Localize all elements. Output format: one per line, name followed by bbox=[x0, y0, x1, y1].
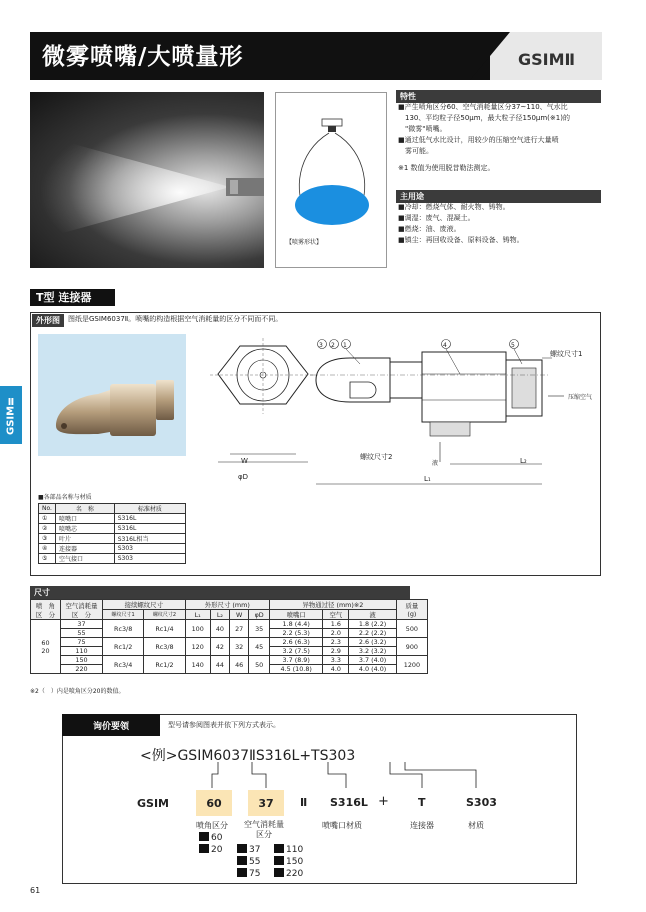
table-cell: 3.3 bbox=[323, 656, 349, 665]
page-title: 微雾喷嘴/大喷量形 bbox=[42, 44, 244, 70]
table-cell: 1.8 (2.2) bbox=[349, 620, 396, 629]
col-mass: 质量 (g) bbox=[396, 600, 427, 620]
use-line: ■冷却：燃烧气体、耐火物、铸物。 bbox=[398, 203, 510, 211]
inquiry-tag: 询价要领 bbox=[62, 714, 160, 736]
connector-type: T bbox=[418, 796, 426, 809]
square-icon bbox=[274, 844, 284, 853]
technical-drawing bbox=[200, 334, 598, 486]
table-cell: 2.3 bbox=[323, 638, 349, 647]
table-cell: 3.7 (4.0) bbox=[349, 656, 396, 665]
dim-L2: L₂ bbox=[520, 457, 527, 465]
table-cell: 2.2 (2.2) bbox=[349, 629, 396, 638]
table-row bbox=[39, 554, 186, 564]
drawing-label: 1 bbox=[343, 342, 347, 349]
col-W: W bbox=[230, 610, 249, 620]
angle-options bbox=[199, 832, 222, 856]
table-cell: 140 bbox=[185, 656, 210, 674]
drawing-label: 3 bbox=[319, 342, 323, 349]
table-cell: 220 bbox=[61, 665, 103, 674]
dimensions-table bbox=[30, 599, 428, 674]
col-air: 空气消耗量 区 分 bbox=[61, 600, 103, 620]
table-cell: 150 bbox=[61, 656, 103, 665]
col-airc: 空气 bbox=[323, 610, 349, 620]
table-row bbox=[31, 638, 428, 647]
table-cell: 2.6 (6.3) bbox=[270, 638, 323, 647]
table-row bbox=[39, 514, 186, 524]
table-cell: 75 bbox=[61, 638, 103, 647]
table-header: 标准材质 bbox=[114, 504, 185, 514]
option-item bbox=[237, 844, 260, 856]
liquid-label: 液 bbox=[432, 460, 439, 467]
col-thread1: 螺纹尺寸1 bbox=[103, 610, 144, 620]
table-cell: Rc1/4 bbox=[144, 620, 185, 638]
table-cell: 3.7 (8.9) bbox=[270, 656, 323, 665]
square-icon bbox=[274, 868, 284, 877]
table-cell: 空气接口 bbox=[55, 554, 114, 564]
dimensions-tag: 尺寸 bbox=[30, 586, 410, 599]
dim-W: W bbox=[241, 457, 248, 465]
table-cell: 42 bbox=[210, 638, 229, 656]
uses-list bbox=[398, 202, 604, 246]
lbl-material: 材质 bbox=[468, 821, 484, 830]
table-cell: 37 bbox=[61, 620, 103, 629]
uses-heading: 主用途 bbox=[396, 190, 601, 203]
table-cell: 2.6 (3.2) bbox=[349, 638, 396, 647]
col-L1: L₁ bbox=[185, 610, 210, 620]
option-item bbox=[237, 856, 260, 868]
col-D: φD bbox=[249, 610, 270, 620]
features-list bbox=[398, 102, 604, 174]
use-line: ■燃烧：油、废液。 bbox=[398, 225, 461, 233]
col-orifice: 喷嘴口 bbox=[270, 610, 323, 620]
option-label: 60 bbox=[211, 833, 223, 843]
drawing-label: 4 bbox=[443, 342, 447, 349]
option-label: 150 bbox=[286, 857, 304, 867]
table-cell: 喷嘴芯 bbox=[55, 524, 114, 534]
table-cell: 44 bbox=[210, 656, 229, 674]
air-box: 37 bbox=[248, 790, 284, 816]
option-label: 55 bbox=[249, 857, 261, 867]
feature-line: "微雾"喷嘴。 bbox=[405, 125, 447, 133]
code-prefix: GSIM bbox=[137, 797, 169, 810]
lbl-orifice: 喷嘴口材质 bbox=[322, 821, 362, 830]
square-icon bbox=[237, 844, 247, 853]
lbl-connector: 连接器 bbox=[410, 821, 434, 830]
table-cell: Rc1/2 bbox=[144, 656, 185, 674]
dim-D: φD bbox=[238, 473, 249, 481]
col-outer: 外形尺寸 (mm) bbox=[185, 600, 269, 610]
connector-material: S303 bbox=[466, 796, 497, 809]
table-cell: 27 bbox=[230, 620, 249, 638]
option-label: 75 bbox=[249, 869, 261, 879]
table-cell: 900 bbox=[396, 638, 427, 656]
square-icon bbox=[274, 856, 284, 865]
square-icon bbox=[199, 832, 209, 841]
table-cell: Rc3/8 bbox=[144, 638, 185, 656]
table-cell: 3.2 (3.2) bbox=[349, 647, 396, 656]
table-cell: 2.0 bbox=[323, 629, 349, 638]
table-cell: Rc1/2 bbox=[103, 638, 144, 656]
drawing-label: 5 bbox=[511, 342, 515, 349]
side-tab: GSIMⅡ bbox=[0, 386, 22, 444]
section-title: T型 连接器 bbox=[30, 289, 115, 306]
table-cell: 1200 bbox=[396, 656, 427, 674]
col-angle: 喷 角 区 分 bbox=[31, 600, 61, 620]
table-cell: S303 bbox=[114, 554, 185, 564]
feature-line: 雾可能。 bbox=[405, 147, 433, 155]
feature-line: 130、平均粒子径50µm，最大粒子径150µm(※1)的 bbox=[405, 114, 570, 122]
table-cell: 1.8 (4.4) bbox=[270, 620, 323, 629]
table-cell: 4.5 (10.8) bbox=[270, 665, 323, 674]
square-icon bbox=[237, 868, 247, 877]
dimensions-note: ※2（ ）内是喷角区分20的数值。 bbox=[30, 688, 125, 695]
square-icon bbox=[237, 856, 247, 865]
air-label: 压缩空气 bbox=[568, 394, 593, 401]
orifice-material: S316L bbox=[330, 796, 368, 809]
angle-box: 60 bbox=[196, 790, 232, 816]
use-line: ■调湿：废气、混凝土。 bbox=[398, 214, 475, 222]
table-header: No. bbox=[39, 504, 56, 514]
air-options-b bbox=[274, 844, 303, 880]
feature-line: ■产生喷角区分60、空气消耗量区分37~110、气水比 bbox=[398, 103, 568, 111]
table-cell: 喷嘴口 bbox=[55, 514, 114, 524]
header-angle bbox=[470, 32, 510, 80]
table-cell: ① bbox=[39, 514, 56, 524]
air-options-a bbox=[237, 844, 260, 880]
dim-L1: L₁ bbox=[424, 475, 431, 483]
option-item bbox=[199, 832, 222, 844]
use-line: ■镇尘：再回收设备、原料设备、铸物。 bbox=[398, 236, 524, 244]
table-row bbox=[31, 620, 428, 629]
thread2-label: 螺纹尺寸2 bbox=[360, 453, 393, 461]
table-cell: 46 bbox=[230, 656, 249, 674]
table-cell: S303 bbox=[114, 544, 185, 554]
inquiry-connectors bbox=[200, 760, 500, 790]
feature-note: ※1 数值为使用脱昔勒法测定。 bbox=[398, 164, 495, 172]
table-cell: 120 bbox=[185, 638, 210, 656]
table-cell: ② bbox=[39, 524, 56, 534]
option-label: 37 bbox=[249, 845, 261, 855]
inquiry-example: <例>GSIM6037ⅡS316L+TS303 bbox=[140, 748, 356, 764]
drawing-label: 2 bbox=[331, 342, 335, 349]
table-cell: 32 bbox=[230, 638, 249, 656]
table-header: 名 称 bbox=[55, 504, 114, 514]
outline-tag: 外形图 bbox=[32, 314, 64, 327]
lbl-angle: 喷角区分 bbox=[196, 821, 228, 830]
table-cell: 500 bbox=[396, 620, 427, 638]
table-cell: 连接器 bbox=[55, 544, 114, 554]
features-heading: 特性 bbox=[396, 90, 601, 103]
table-cell: 55 bbox=[61, 629, 103, 638]
product-code: GSIMⅡ bbox=[518, 50, 576, 69]
feature-line: ■通过低气水比设计，用较少的压缩空气进行大量喷 bbox=[398, 136, 559, 144]
col-thread: 接续螺纹尺寸 bbox=[103, 600, 186, 610]
table-cell: Rc3/4 bbox=[103, 656, 144, 674]
table-cell: ③ bbox=[39, 534, 56, 544]
option-item bbox=[237, 868, 260, 880]
nozzle-photo bbox=[38, 334, 186, 456]
option-label: 220 bbox=[286, 869, 304, 879]
spray-pattern-diagram bbox=[275, 92, 387, 268]
table-row bbox=[39, 534, 186, 544]
table-row bbox=[31, 600, 428, 610]
table-cell: S316L相当 bbox=[114, 534, 185, 544]
spray-photo bbox=[30, 92, 264, 268]
table-cell: S316L bbox=[114, 524, 185, 534]
square-icon bbox=[199, 844, 209, 853]
option-item bbox=[274, 868, 303, 880]
table-cell: 110 bbox=[61, 647, 103, 656]
outline-text: 图纸是GSIM6037Ⅱ。喷嘴的构造根据空气消耗量的区分不同而不同。 bbox=[68, 315, 283, 323]
option-label: 110 bbox=[286, 845, 304, 855]
table-row bbox=[39, 544, 186, 554]
col-liquid: 液 bbox=[349, 610, 396, 620]
option-label: 20 bbox=[211, 845, 223, 855]
table-cell: 3.2 (7.5) bbox=[270, 647, 323, 656]
inquiry-desc: 型号请参阅图表并依下列方式表示。 bbox=[168, 721, 280, 729]
table-cell: 叶片 bbox=[55, 534, 114, 544]
table-cell: Rc3/8 bbox=[103, 620, 144, 638]
table-cell: ④ bbox=[39, 544, 56, 554]
table-row bbox=[39, 524, 186, 534]
table-cell: 1.6 bbox=[323, 620, 349, 629]
table-cell: 2.9 bbox=[323, 647, 349, 656]
roman-numeral: Ⅱ bbox=[300, 796, 308, 809]
col-thread2: 螺纹尺寸2 bbox=[144, 610, 185, 620]
table-cell: 4.0 (4.0) bbox=[349, 665, 396, 674]
table-cell: S316L bbox=[114, 514, 185, 524]
angle-cell: 60 20 bbox=[31, 620, 61, 674]
table-cell: 4.0 bbox=[323, 665, 349, 674]
table-row bbox=[31, 656, 428, 665]
table-cell: ⑤ bbox=[39, 554, 56, 564]
table-cell: 35 bbox=[249, 620, 270, 638]
table-cell: 2.2 (5.3) bbox=[270, 629, 323, 638]
thread1-label: 螺纹尺寸1 bbox=[550, 350, 583, 358]
nozzle-illustration bbox=[38, 334, 186, 456]
parts-title: ■各部品名称与材质 bbox=[38, 494, 92, 501]
table-cell: 40 bbox=[210, 620, 229, 638]
option-item bbox=[199, 844, 222, 856]
table-cell: 45 bbox=[249, 638, 270, 656]
spray-illustration bbox=[30, 92, 264, 268]
parts-table bbox=[38, 503, 186, 564]
plus-sign: + bbox=[378, 794, 389, 809]
table-cell: 50 bbox=[249, 656, 270, 674]
page-number: 61 bbox=[30, 886, 41, 895]
option-item bbox=[274, 856, 303, 868]
option-item bbox=[274, 844, 303, 856]
col-L2: L₂ bbox=[210, 610, 229, 620]
diagram-caption: 【喷雾形状】 bbox=[286, 239, 323, 246]
col-pass: 异物通过径 (mm)※2 bbox=[270, 600, 397, 610]
table-cell: 100 bbox=[185, 620, 210, 638]
table-row bbox=[39, 504, 186, 514]
lbl-air: 空气消耗量 区分 bbox=[244, 820, 284, 839]
